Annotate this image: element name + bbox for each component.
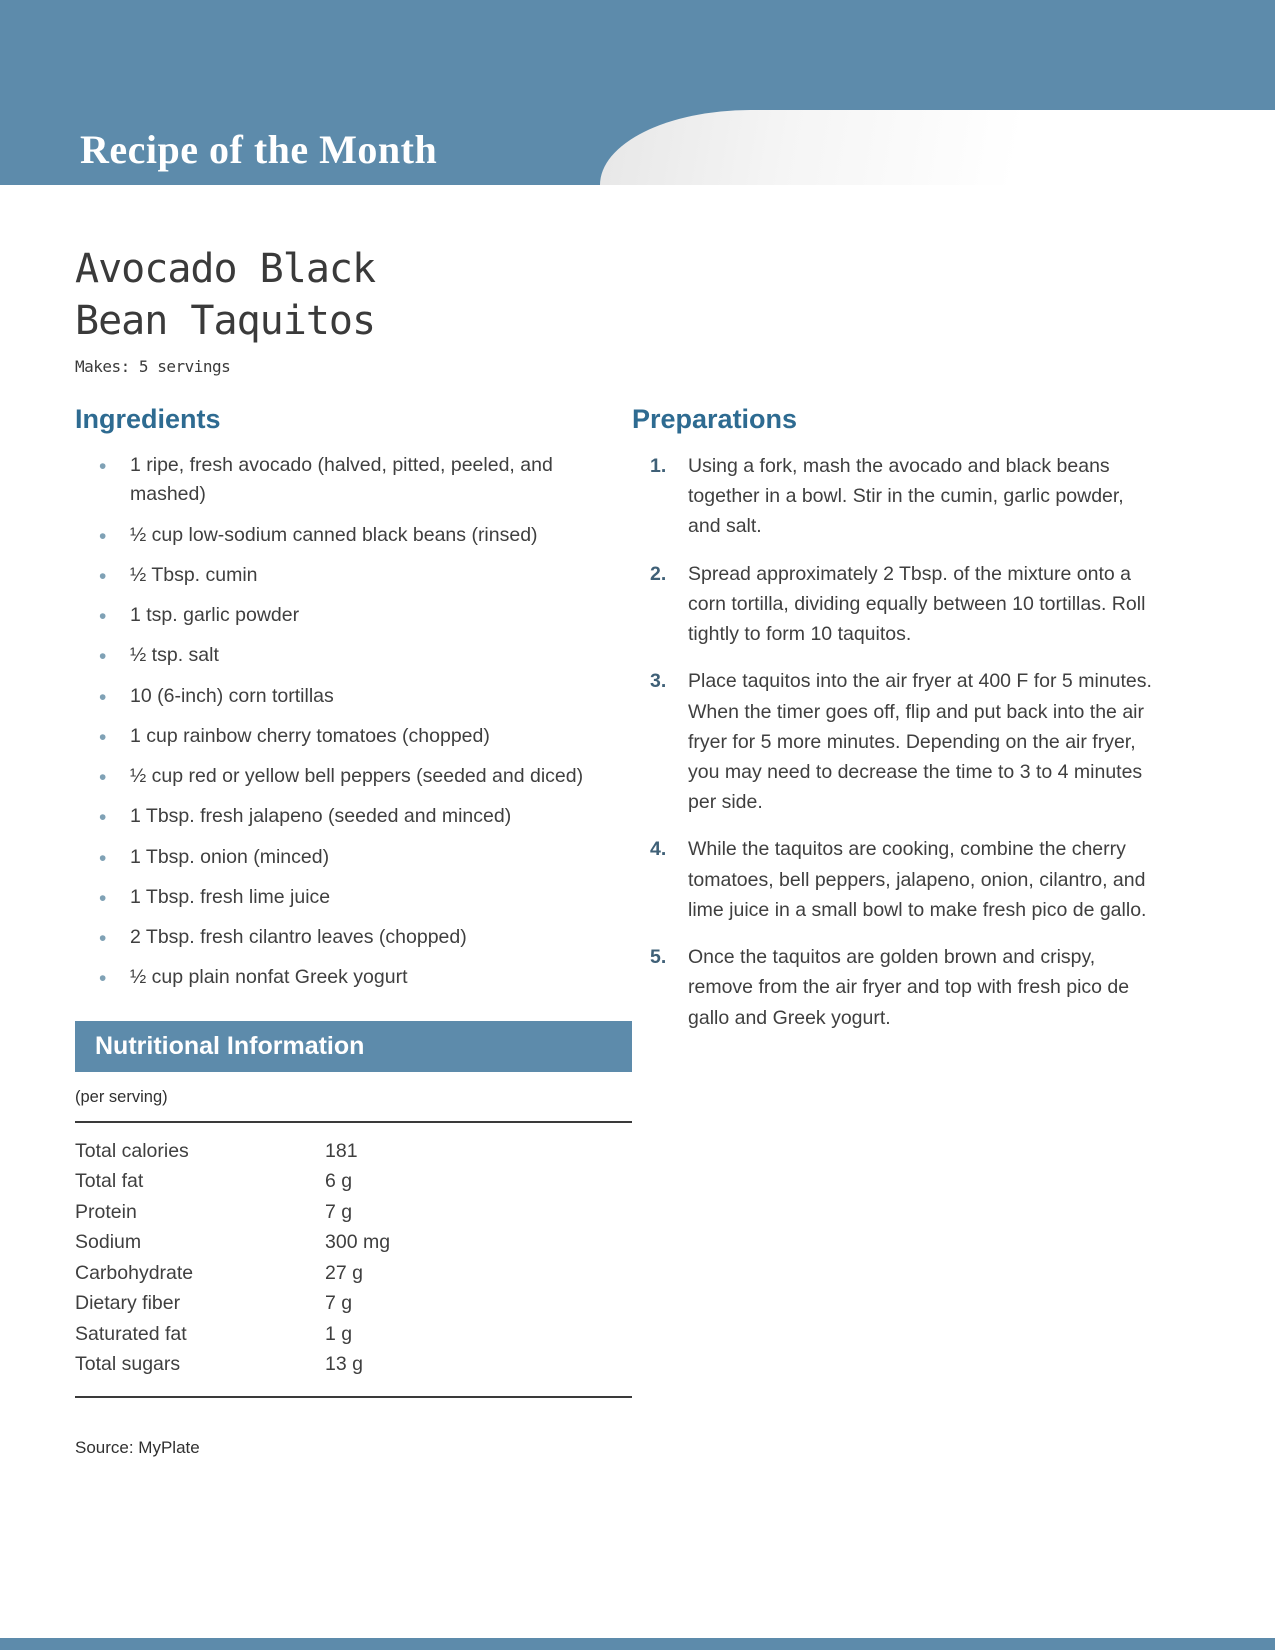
nutrition-row xyxy=(75,1227,632,1258)
nutrition-row xyxy=(75,1349,632,1380)
nutrition-value: 7 g xyxy=(325,1292,353,1314)
nutrition-value: 6 g xyxy=(325,1170,353,1192)
step-number: 3. xyxy=(650,670,667,693)
content xyxy=(0,243,1275,1458)
nutrition-row xyxy=(75,1197,632,1228)
ingredient-item: • ½ tsp. salt xyxy=(75,641,632,670)
step-text: Using a fork, mash the avocado and black beans together in a bowl. Stir in the cumin, garlic powder, and salt. xyxy=(688,455,1124,538)
nutrition-heading-banner xyxy=(75,1021,632,1072)
nutrition-value: 1 g xyxy=(325,1322,353,1345)
recipe-title-line2: Bean Taquitos xyxy=(75,298,376,344)
footer-band xyxy=(0,1638,1275,1650)
preparation-step xyxy=(632,451,1160,542)
nutrition-row xyxy=(75,1258,632,1289)
per-serving-note: (per serving) xyxy=(75,1087,168,1106)
preparations-list xyxy=(632,451,1160,1033)
nutrition-value: 7 g xyxy=(325,1200,353,1223)
right-column xyxy=(632,404,1200,1458)
recipe-title xyxy=(75,243,1200,347)
nutrition-label: Total sugars xyxy=(75,1353,181,1375)
step-number: 2. xyxy=(650,562,667,585)
ingredients-heading: Ingredients xyxy=(75,404,221,434)
servings-note: Makes: 5 servings xyxy=(75,357,231,376)
nutrition-value: 300 mg xyxy=(325,1231,391,1253)
step-number: 5. xyxy=(650,946,667,969)
nutrition-table xyxy=(75,1121,632,1398)
ingredient-item: • ½ cup low-sodium canned black beans (rinsed) xyxy=(75,521,632,550)
nutrition-value: 13 g xyxy=(325,1353,363,1375)
preparations-heading: Preparations xyxy=(632,404,798,434)
left-column xyxy=(75,404,632,1458)
ingredient-item: • 1 Tbsp. fresh lime juice xyxy=(75,883,632,912)
nutrition-label: Carbohydrate xyxy=(75,1261,194,1284)
nutrition-row xyxy=(75,1288,632,1319)
nutrition-row xyxy=(75,1319,632,1350)
ingredient-item: • 1 Tbsp. fresh jalapeno (seeded and minced) xyxy=(75,802,632,831)
ingredient-item: • 1 cup rainbow cherry tomatoes (chopped) xyxy=(75,722,632,751)
nutrition-label: Saturated fat xyxy=(75,1322,187,1345)
step-number: 1. xyxy=(650,455,667,477)
step-text: Place taquitos into the air fryer at 400 F for 5 minutes. When the timer goes off, flip and put back into the air fryer for 5 more minutes. Depending on the air fryer, you may need to decrease the time to 3 to 4 minutes per side. xyxy=(688,670,1152,814)
ingredient-item: • 1 Tbsp. onion (minced) xyxy=(75,843,632,872)
nutrition-value: 27 g xyxy=(325,1261,363,1284)
preparation-step xyxy=(632,942,1160,1033)
nutrition-label: Sodium xyxy=(75,1231,142,1253)
banner-title: Recipe of the Month xyxy=(80,127,438,172)
two-column-layout xyxy=(75,404,1200,1458)
step-number: 4. xyxy=(650,838,667,861)
header-curve-decoration xyxy=(600,110,1275,185)
step-text: While the taquitos are cooking, combine the cherry tomatoes, bell peppers, jalapeno, onion, cilantro, and lime juice in a small bowl to make fresh pico de gallo. xyxy=(688,838,1147,921)
nutrition-label: Dietary fiber xyxy=(75,1292,181,1314)
ingredient-item: • 10 (6-inch) corn tortillas xyxy=(75,682,632,711)
nutrition-heading: Nutritional Information xyxy=(95,1031,365,1060)
ingredients-list xyxy=(75,451,632,993)
nutrition-row xyxy=(75,1136,632,1167)
ingredient-item: • ½ cup plain nonfat Greek yogurt xyxy=(75,963,632,992)
recipe-title-line1: Avocado Black xyxy=(75,246,376,292)
step-text: Once the taquitos are golden brown and crispy, remove from the air fryer and top with fresh pico de gallo and Greek yogurt. xyxy=(688,946,1130,1029)
ingredient-item: • 1 tsp. garlic powder xyxy=(75,601,632,630)
preparation-step xyxy=(632,559,1160,650)
nutrition-label: Protein xyxy=(75,1200,137,1223)
preparation-step xyxy=(632,666,1160,817)
nutrition-label: Total calories xyxy=(75,1139,189,1162)
step-text: Spread approximately 2 Tbsp. of the mixture onto a corn tortilla, dividing equally between 10 tortillas. Roll tightly to form 10 taquitos. xyxy=(688,562,1146,646)
ingredient-item: • ½ Tbsp. cumin xyxy=(75,561,632,590)
nutrition-value: 181 xyxy=(325,1139,358,1162)
source-note: Source: MyPlate xyxy=(75,1437,200,1457)
nutrition-row xyxy=(75,1166,632,1197)
ingredient-item: • 1 ripe, fresh avocado (halved, pitted, peeled, and mashed) xyxy=(75,451,632,510)
header-banner xyxy=(0,0,1275,185)
ingredient-item: • ½ cup red or yellow bell peppers (seeded and diced) xyxy=(75,762,632,791)
preparation-step xyxy=(632,834,1160,925)
ingredient-item: • 2 Tbsp. fresh cilantro leaves (chopped) xyxy=(75,923,632,952)
nutrition-label: Total fat xyxy=(75,1170,144,1192)
